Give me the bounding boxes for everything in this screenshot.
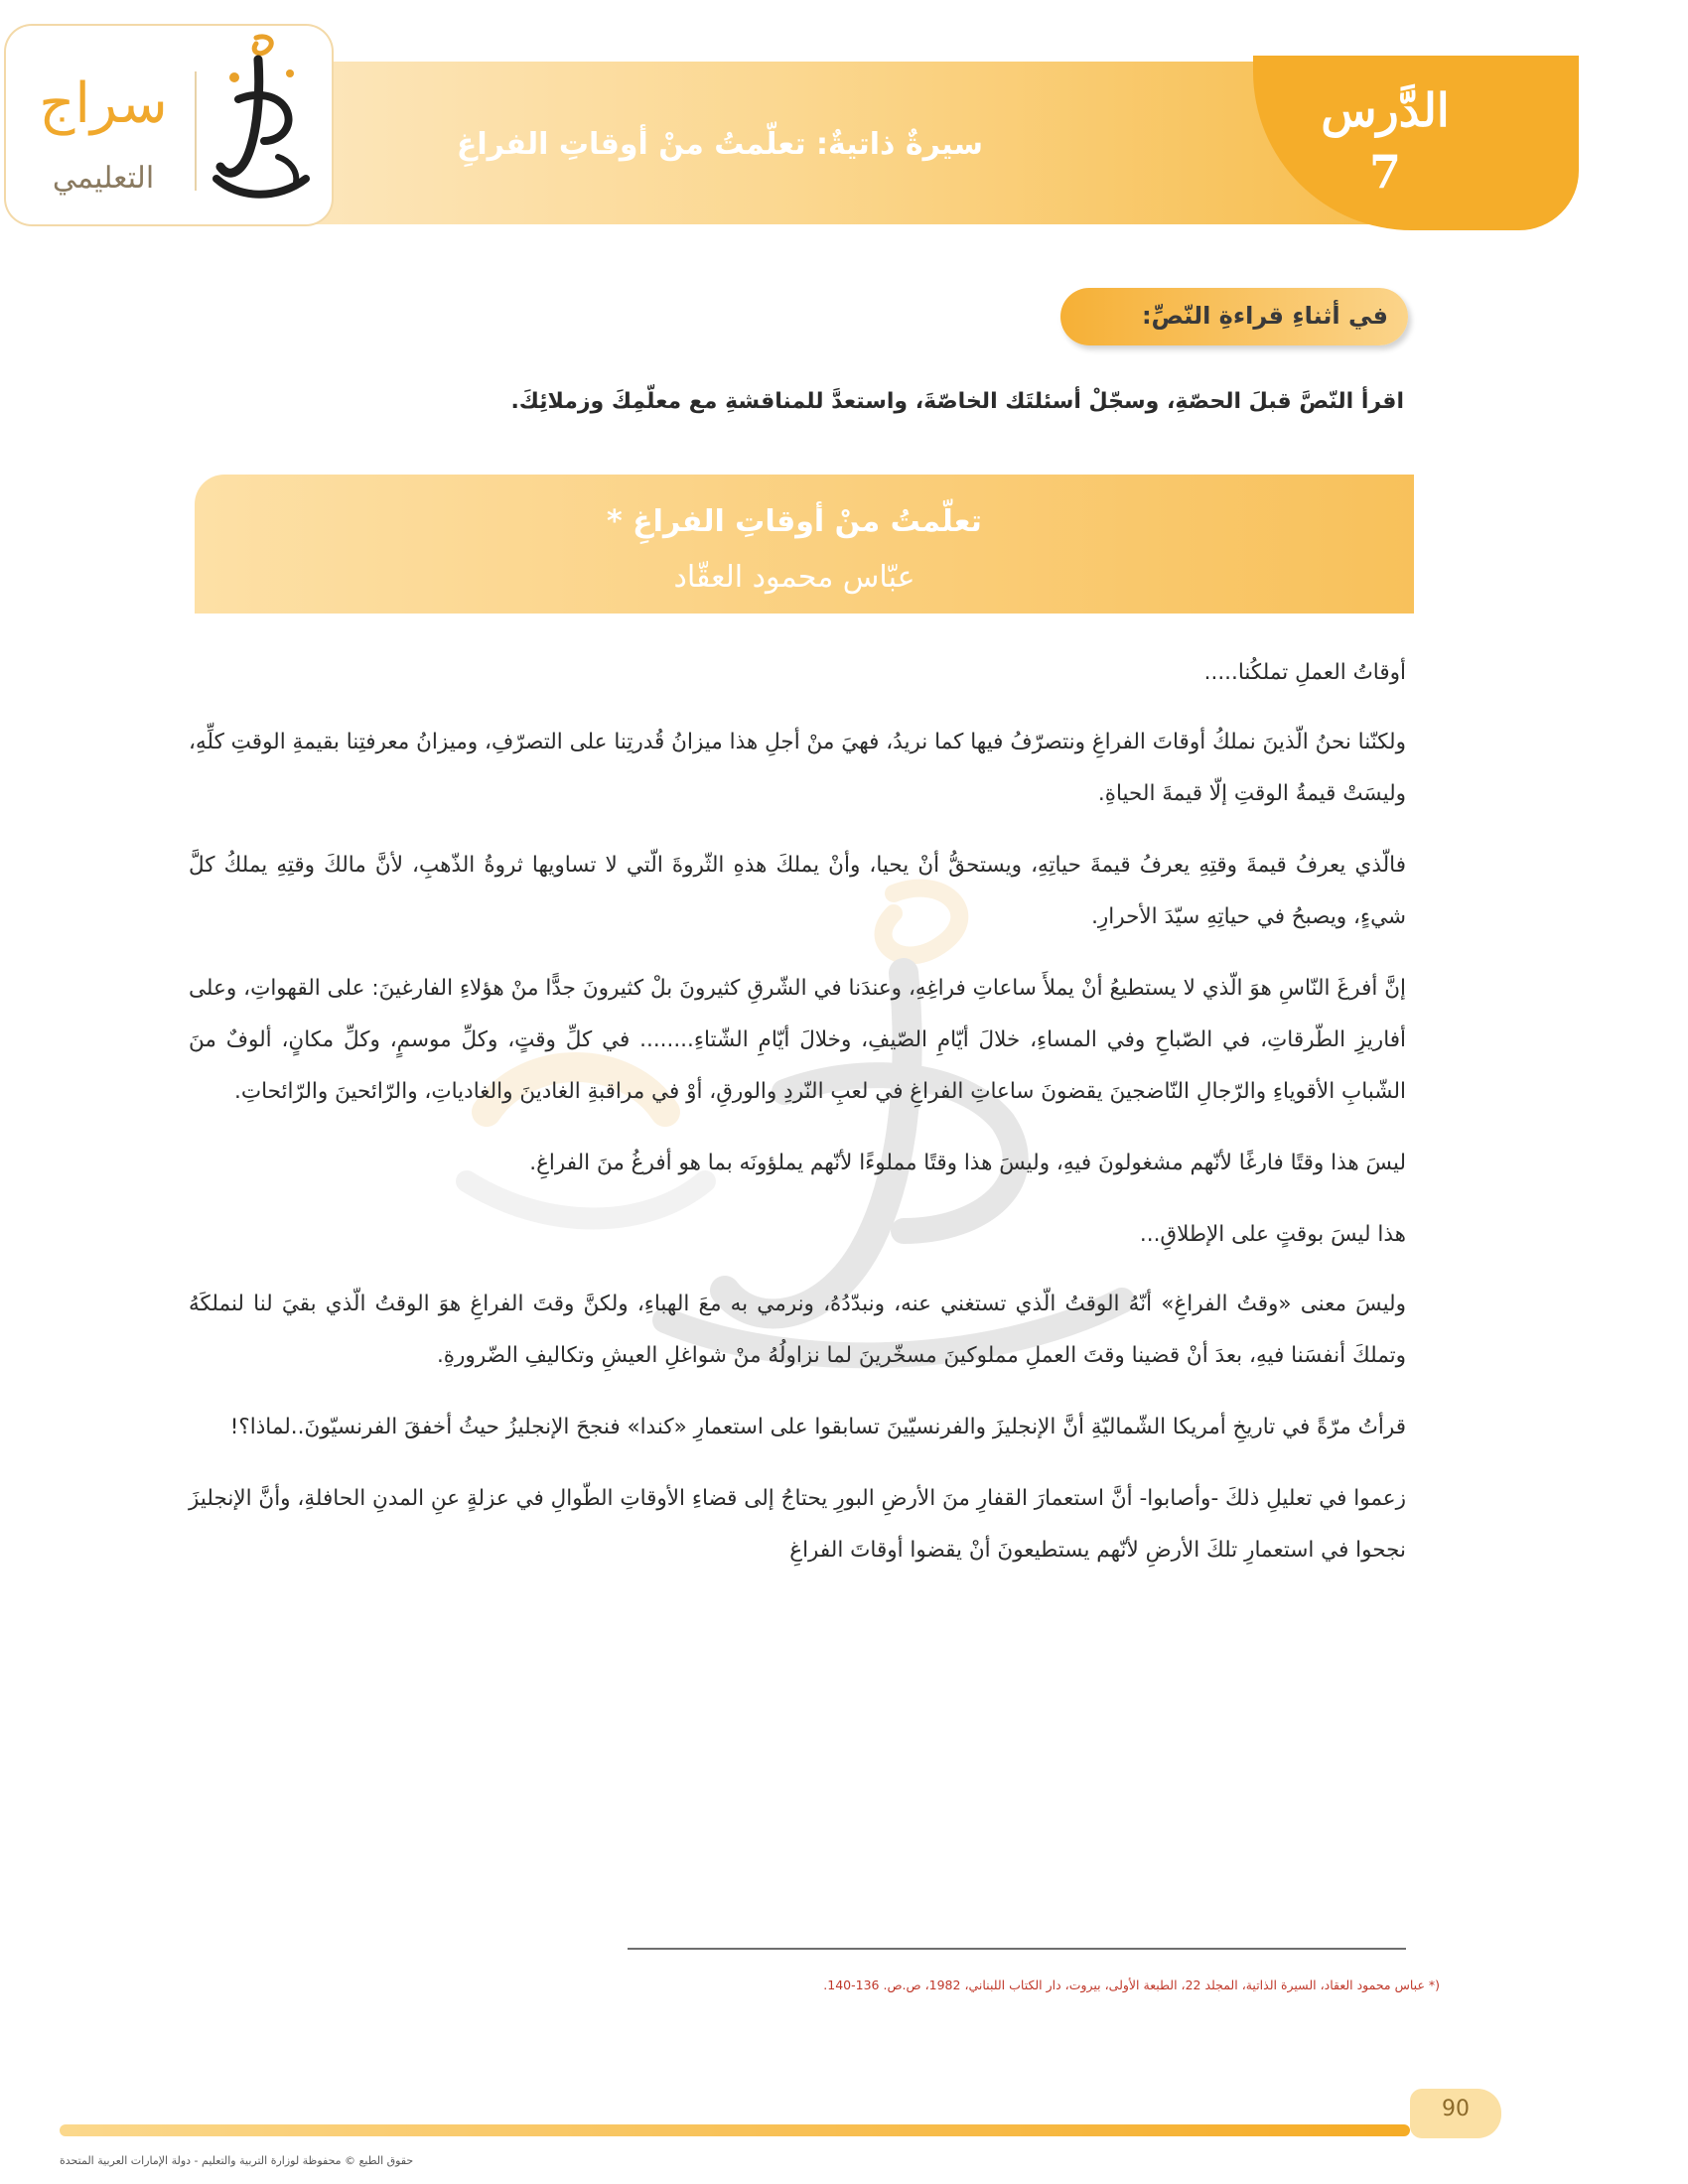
paragraph: ولكنّنا نحنُ الّذينَ نملكُ أوقاتَ الفراغِ ونتصرّفُ فيها كما نريدُ، فهيَ منْ أجلِ هذا ميزانُ قُدرتِنا على التصرّفِ، وميزانُ معرفتِنا بقيمةِ الوقتِ كلِّهِ، وليسَتْ قيمةُ الوقتِ إلّا قيمةَ الحياةِ. <box>189 730 1406 806</box>
logo-divider <box>195 71 197 191</box>
paragraph: فالّذي يعرفُ قيمةَ وقتِهِ يعرفُ قيمةَ حياتِهِ، ويستحقُّ أنْ يحيا، وأنْ يملكَ هذهِ الثّروةَ الّتي لا تساويها ثروةُ الذّهبِ، لأنَّ مالكَ وقتِهِ يملكُ كلَّ شيءٍ، ويصبحُ في حياتِهِ سيّدَ الأحرارِ. <box>189 853 1406 929</box>
text-author: عبّاس محمود العقّاد <box>673 560 915 595</box>
article-body <box>189 647 1406 1596</box>
logo-subtitle: التعليمي <box>52 161 155 196</box>
footnote-divider <box>628 1948 1406 1950</box>
page-number: 90 <box>1442 2097 1470 2121</box>
footer-bar <box>60 2124 1410 2136</box>
paragraph: ليسَ هذا وقتًا فارغًا لأنّهم مشغولونَ فيهِ، وليسَ هذا وقتًا مملوءًا لأنّهم يملؤونَه بما هو أفرغُ منَ الفراغِ. <box>529 1151 1406 1175</box>
reading-instruction: اقرأ النّصَّ قبلَ الحصّةِ، وسجّلْ أسئلتَك الخاصّةَ، واستعدَّ للمناقشةِ مع معلّمِكَ وزملائِكَ. <box>510 389 1404 414</box>
footnote: (* عباس محمود العقاد، السيرة الذاتية، المجلد 22، الطبعة الأولى، بيروت، دار الكتاب اللبناني، 1982، ص.ص. 136-140. <box>823 1978 1440 1992</box>
paragraph: قرأتُ مرّةً في تاريخِ أمريكا الشّماليّةِ أنَّ الإنجليزَ والفرنسيّينَ تسابقوا على استعمارِ «كندا» فنجحَ الإنجليزُ حيثُ أخفقَ الفرنسيّونَ..لماذا؟! <box>229 1415 1406 1439</box>
paragraph: إنَّ أفرغَ النّاسِ هوَ الّذي لا يستطيعُ أنْ يملأَ ساعاتِ فراغِهِ، وعندَنا في الشّرقِ كثيرونَ بلْ كثيرونَ جدًّا منْ هؤلاءِ الفارغينَ: على القهواتِ، وعلى أفاريزِ الطّرقاتِ، في الصّباحِ وفي المساءِ، خلالَ أيّامِ الصّيفِ، وخلالَ أيّامِ الشّتاءِ........ في كلِّ وقتٍ، وكلِّ موسمٍ، وكلِّ مكانٍ، ألوفٌ منَ الشّبابِ الأقوياءِ والرّجالِ النّاضجينَ يقضونَ ساعاتِ الفراغِ في لعبِ النّردِ والورقِ، أوْ في مراقبةِ الغادينَ والغادياتِ، والرّائحينَ والرّائحاتِ. <box>189 976 1406 1104</box>
text-title: تعلّمتُ منْ أوقاتِ الفراغِ * <box>607 504 982 539</box>
lesson-title: سيرةٌ ذاتيةٌ: تعلّمتُ منْ أوقاتِ الفراغِ <box>456 127 983 162</box>
lesson-number: 7 <box>1368 145 1401 199</box>
paragraph: أوقاتُ العملِ تملكُنا..... <box>1203 660 1406 685</box>
logo-name: سراج <box>39 71 168 136</box>
calligraphy-logo-icon <box>199 30 318 218</box>
paragraph: زعموا في تعليلِ ذلكَ -وأصابوا- أنَّ استعمارَ القفارِ منَ الأرضِ البورِ يحتاجُ إلى قضاءِ الأوقاتِ الطّوالِ في عزلةٍ عنِ المدنِ الحافلةِ، وأنَّ الإنجليزَ نجحوا في استعمارِ تلكَ الأرضِ لأنّهم يستطيعونَ أنْ يقضوا أوقاتَ الفراغِ <box>189 1486 1406 1563</box>
paragraph: وليسَ معنى «وقتُ الفراغِ» أنّهُ الوقتُ الّذي تستغني عنه، ونبدّدُهُ، ونرمي به معَ الهباءِ، ولكنَّ وقتَ الفراغِ هوَ الوقتُ الّذي بقيَ لنا لنملكَهُ وتملكَ أنفسَنا فيهِ، بعدَ أنْ قضينا وقتَ العملِ مملوكينَ مسخّرينَ لما نزاولُهُ منْ شواغلِ العيشِ وتكاليفِ الضّرورةِ. <box>189 1292 1406 1368</box>
section-label: في أثناءِ قراءةِ النّصِّ: <box>1141 302 1388 330</box>
copyright-notice: حقوق الطبع © محفوظة لوزارة التربية والتعليم - دولة الإمارات العربية المتحدة <box>60 2154 414 2167</box>
lesson-badge-label: الدَّرس <box>1321 83 1450 137</box>
paragraph: هذا ليسَ بوقتٍ على الإطلاقِ... <box>1139 1222 1406 1247</box>
